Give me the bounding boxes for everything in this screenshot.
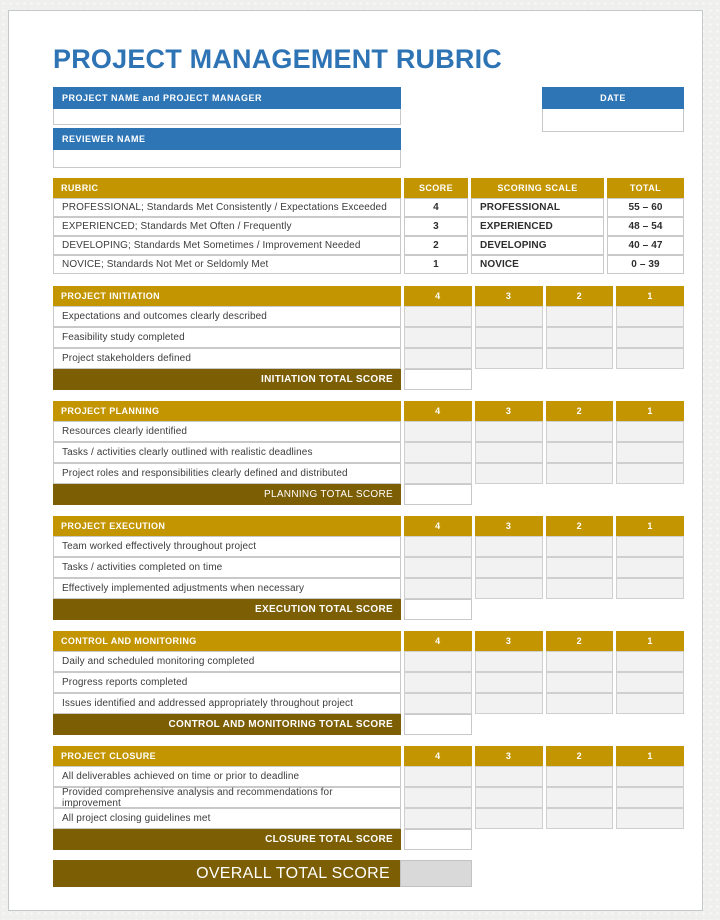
score-cell[interactable] [475,306,543,327]
criteria-cell: Project stakeholders defined [53,348,401,369]
section-title: PROJECT EXECUTION [53,516,401,536]
score-cell[interactable] [404,463,472,484]
score-cell[interactable] [616,463,684,484]
score-cell[interactable] [475,536,543,557]
date-header-bar: DATE [542,87,684,109]
criteria-cell: Resources clearly identified [53,421,401,442]
score-cell[interactable] [546,672,614,693]
score-cell[interactable] [546,557,614,578]
total-score-bar: CONTROL AND MONITORING TOTAL SCORE [53,714,401,735]
score-cell[interactable] [404,421,472,442]
criteria-cell: Feasibility study completed [53,327,401,348]
rubric-total-range: 55 – 60 [607,198,684,217]
score-cell[interactable] [404,306,472,327]
score-cell[interactable] [616,442,684,463]
project-name-header-bar: PROJECT NAME and PROJECT MANAGER [53,87,401,109]
overall-total-bar: OVERALL TOTAL SCORE [53,860,400,887]
score-column-header: 1 [616,286,684,306]
score-cell[interactable] [616,693,684,714]
rubric-description: EXPERIENCED; Standards Met Often / Frequently [53,217,401,236]
total-score-input[interactable] [404,714,472,735]
score-cell[interactable] [475,557,543,578]
score-cell[interactable] [404,536,472,557]
total-score-bar: CLOSURE TOTAL SCORE [53,829,401,850]
project-name-input[interactable] [53,109,401,125]
score-column-header: 1 [616,516,684,536]
score-cell[interactable] [475,766,543,787]
score-column-header: 1 [616,631,684,651]
rubric-col-header: RUBRIC [53,178,401,198]
score-cell[interactable] [616,536,684,557]
criteria-cell: Provided comprehensive analysis and recommendations for improvement [53,787,401,808]
score-column-header: 1 [616,401,684,421]
score-cell[interactable] [475,463,543,484]
rubric-score: 1 [404,255,468,274]
header-fields [53,87,684,168]
score-column-header: 2 [546,746,614,766]
overall-total-input[interactable] [400,860,472,887]
score-col-header: SCORE [404,178,468,198]
total-score-input[interactable] [404,599,472,620]
score-cell[interactable] [616,578,684,599]
score-cell[interactable] [616,651,684,672]
score-cell[interactable] [546,808,614,829]
score-cell[interactable] [546,787,614,808]
score-column-header: 2 [546,401,614,421]
score-column-header: 4 [404,631,472,651]
score-cell[interactable] [404,672,472,693]
rubric-description: PROFESSIONAL; Standards Met Consistently / Expectations Exceeded [53,198,401,217]
page-content [9,11,704,887]
section-title: CONTROL AND MONITORING [53,631,401,651]
score-cell[interactable] [616,787,684,808]
score-column-header: 2 [546,286,614,306]
score-cell[interactable] [546,442,614,463]
score-column-header: 3 [475,401,543,421]
score-cell[interactable] [475,672,543,693]
criteria-cell: Progress reports completed [53,672,401,693]
score-cell[interactable] [404,442,472,463]
score-cell[interactable] [475,787,543,808]
rubric-score: 2 [404,236,468,255]
score-cell[interactable] [546,693,614,714]
score-cell[interactable] [546,306,614,327]
score-cell[interactable] [404,348,472,369]
score-cell[interactable] [616,306,684,327]
score-cell[interactable] [616,672,684,693]
score-cell[interactable] [616,327,684,348]
criteria-cell: All deliverables achieved on time or prior to deadline [53,766,401,787]
score-cell[interactable] [546,578,614,599]
rubric-total-range: 0 – 39 [607,255,684,274]
score-cell[interactable] [475,651,543,672]
criteria-cell: Effectively implemented adjustments when necessary [53,578,401,599]
score-cell[interactable] [616,557,684,578]
total-score-bar: INITIATION TOTAL SCORE [53,369,401,390]
score-cell[interactable] [546,651,614,672]
score-column-header: 2 [546,516,614,536]
score-cell[interactable] [546,766,614,787]
scoring-scale-col-header: SCORING SCALE [471,178,604,198]
total-score-input[interactable] [404,829,472,850]
score-column-header: 3 [475,746,543,766]
score-cell[interactable] [546,463,614,484]
score-cell[interactable] [616,348,684,369]
rubric-scale-name: PROFESSIONAL [471,198,604,217]
reviewer-name-header-bar: REVIEWER NAME [53,128,401,150]
header-right-column [542,87,684,168]
overall-total-row [53,860,684,887]
section-title: PROJECT CLOSURE [53,746,401,766]
total-score-input[interactable] [404,484,472,505]
total-col-header: TOTAL [607,178,684,198]
score-column-header: 3 [475,516,543,536]
total-score-input[interactable] [404,369,472,390]
score-cell[interactable] [475,348,543,369]
rubric-description: DEVELOPING; Standards Met Sometimes / Improvement Needed [53,236,401,255]
rubric-description: NOVICE; Standards Not Met or Seldomly Met [53,255,401,274]
criteria-cell: Issues identified and addressed appropriately throughout project [53,693,401,714]
section-project-closure [53,746,684,850]
score-cell[interactable] [475,693,543,714]
rubric-score: 4 [404,198,468,217]
criteria-cell: Project roles and responsibilities clearly defined and distributed [53,463,401,484]
score-cell[interactable] [475,327,543,348]
score-cell[interactable] [404,693,472,714]
total-score-bar: EXECUTION TOTAL SCORE [53,599,401,620]
criteria-cell: Daily and scheduled monitoring completed [53,651,401,672]
score-column-header: 1 [616,746,684,766]
rubric-scale-name: NOVICE [471,255,604,274]
score-cell[interactable] [475,808,543,829]
score-cell[interactable] [546,421,614,442]
rubric-scale-name: EXPERIENCED [471,217,604,236]
page-title: PROJECT MANAGEMENT RUBRIC [53,44,503,74]
score-cell[interactable] [404,787,472,808]
criteria-cell: Expectations and outcomes clearly described [53,306,401,327]
score-cell[interactable] [546,536,614,557]
criteria-cell: Tasks / activities clearly outlined with realistic deadlines [53,442,401,463]
document-page [8,10,703,911]
criteria-cell: All project closing guidelines met [53,808,401,829]
section-control-and-monitoring [53,631,684,735]
score-cell[interactable] [546,348,614,369]
rubric-total-range: 48 – 54 [607,217,684,236]
score-cell[interactable] [616,808,684,829]
score-cell[interactable] [404,557,472,578]
section-title: PROJECT PLANNING [53,401,401,421]
score-column-header: 2 [546,631,614,651]
score-cell[interactable] [404,327,472,348]
score-column-header: 3 [475,286,543,306]
rubric-total-range: 40 – 47 [607,236,684,255]
score-cell[interactable] [404,808,472,829]
score-column-header: 4 [404,746,472,766]
section-title: PROJECT INITIATION [53,286,401,306]
criteria-cell: Team worked effectively throughout project [53,536,401,557]
score-cell[interactable] [475,442,543,463]
section-project-initiation [53,286,684,390]
score-cell[interactable] [546,327,614,348]
score-cell[interactable] [404,578,472,599]
score-cell[interactable] [616,421,684,442]
score-cell[interactable] [475,578,543,599]
score-column-header: 4 [404,401,472,421]
reviewer-name-input[interactable] [53,150,401,168]
header-left-column [53,87,401,168]
score-cell[interactable] [475,421,543,442]
total-score-bar: PLANNING TOTAL SCORE [53,484,401,505]
rubric-key-table [53,178,684,274]
rubric-score: 3 [404,217,468,236]
criteria-cell: Tasks / activities completed on time [53,557,401,578]
score-cell[interactable] [616,766,684,787]
score-cell[interactable] [404,651,472,672]
section-project-execution [53,516,684,620]
section-project-planning [53,401,684,505]
score-column-header: 4 [404,286,472,306]
score-column-header: 3 [475,631,543,651]
rubric-scale-name: DEVELOPING [471,236,604,255]
score-column-header: 4 [404,516,472,536]
score-cell[interactable] [404,766,472,787]
date-input[interactable] [542,109,684,132]
